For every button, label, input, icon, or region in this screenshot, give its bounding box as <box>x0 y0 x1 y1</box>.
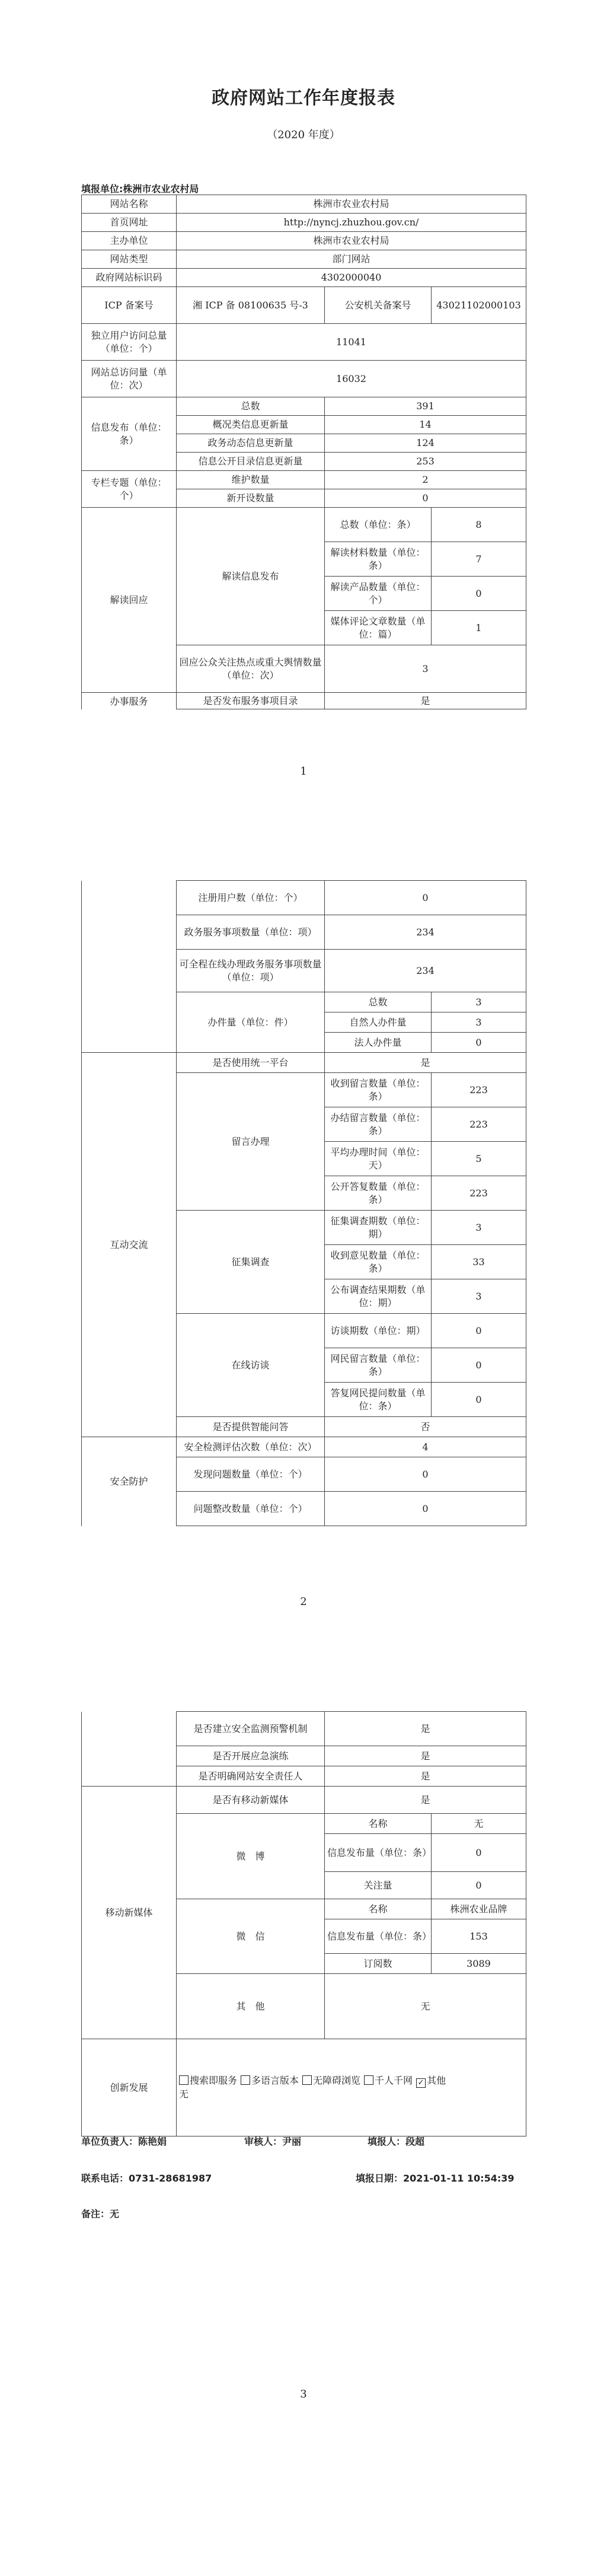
innovation-checkbox-group <box>179 2075 449 2086</box>
cell-value: 43021102000103 <box>432 287 526 324</box>
cell-label: 政务动态信息更新量 <box>177 434 325 453</box>
cell-label: 安全防护 <box>82 1437 177 1526</box>
innovation-option-label: 搜索即服务 <box>190 2075 238 2087</box>
cell-value: http://nyncj.zhuzhou.gov.cn/ <box>177 214 526 232</box>
cell-label: 信息公开目录信息更新量 <box>177 453 325 471</box>
innovation-option <box>364 2074 413 2087</box>
cell-value: 8 <box>432 508 526 542</box>
report-table-page-2 <box>81 880 526 1526</box>
cell-value: 是 <box>325 1746 526 1766</box>
cell-value: 0 <box>432 577 526 611</box>
cell-label: 订阅数 <box>325 1954 432 1974</box>
cell-value: 湘 ICP 备 08100635 号-3 <box>177 287 325 324</box>
cell-label: 办结留言数量（单位：条） <box>325 1107 432 1142</box>
cell-value: 0 <box>432 1314 526 1348</box>
table-row <box>82 471 526 489</box>
cell-label: 主办单位 <box>82 232 177 250</box>
cell-label: 总数 <box>325 992 432 1012</box>
checked-box-icon: ✓ <box>416 2078 426 2088</box>
cell-value: 0 <box>432 1383 526 1417</box>
cell-value: 0 <box>432 1872 526 1899</box>
innovation-option <box>179 2074 237 2087</box>
cell-label: 办件量（单位：件） <box>177 992 325 1053</box>
innovation-option-label: 千人千网 <box>375 2075 413 2087</box>
cell-value: 391 <box>325 397 526 416</box>
cell-label: 网站名称 <box>82 195 177 214</box>
page-number: 2 <box>300 1596 307 1608</box>
cell-label: 信息发布量（单位：条） <box>325 1919 432 1954</box>
cell-label: 解读信息发布 <box>177 508 325 645</box>
cell-label: 政务服务事项数量（单位：项） <box>177 915 325 950</box>
cell-value: 234 <box>325 915 526 950</box>
table-row <box>82 324 526 361</box>
cell-value: 是 <box>325 1766 526 1787</box>
cell-label: 是否开展应急演练 <box>177 1746 325 1766</box>
cell-value: 253 <box>325 453 526 471</box>
cell-value: 3 <box>432 1211 526 1245</box>
cell-label: 网站类型 <box>82 250 177 269</box>
cell-label: 微 博 <box>177 1814 325 1899</box>
cell-label: 维护数量 <box>177 471 325 489</box>
cell-value: 0 <box>325 1492 526 1526</box>
table-row <box>82 397 526 416</box>
cell-value: 是 <box>325 1787 526 1814</box>
cell-label: 是否发布服务事项目录 <box>177 693 325 709</box>
cell-value: 0 <box>325 489 526 508</box>
cell-value: 0 <box>325 1457 526 1492</box>
cell-value: 234 <box>325 950 526 992</box>
page-number: 3 <box>300 2388 307 2400</box>
cell-value: 株洲市农业农村局 <box>177 232 526 250</box>
cell-value: 1 <box>432 611 526 645</box>
cell-label: 平均办理时间（单位：天） <box>325 1142 432 1176</box>
cell-label: 名称 <box>325 1814 432 1834</box>
cell-value: 是 <box>325 1712 526 1746</box>
cell-label: 征集调查期数（单位：期） <box>325 1211 432 1245</box>
cell-label: 回应公众关注热点或重大舆情数量（单位：次） <box>177 645 325 693</box>
filler: 填报人：段超 <box>368 2136 425 2147</box>
cell-value: 3089 <box>432 1954 526 1974</box>
cell-value: 33 <box>432 1245 526 1279</box>
cell-label: 总数（单位：条） <box>325 508 432 542</box>
cell-value: 3 <box>432 1279 526 1314</box>
cell-value: 11041 <box>177 324 526 361</box>
cell-value: 否 <box>325 1417 526 1437</box>
checkbox-icon <box>241 2075 250 2085</box>
table-row <box>82 1437 526 1457</box>
reviewer: 审核人：尹丽 <box>244 2136 302 2147</box>
table-row <box>82 693 526 709</box>
cell-label: 信息发布（单位：条） <box>82 397 177 471</box>
table-row <box>82 214 526 232</box>
cell-label: 收到意见数量（单位：条） <box>325 1245 432 1279</box>
contact-phone: 联系电话：0731-28681987 <box>81 2173 212 2184</box>
cell-value: 无 <box>432 1814 526 1834</box>
cell-label: 专栏专题（单位：个） <box>82 471 177 508</box>
page-number: 1 <box>300 765 307 778</box>
cell-label: 是否使用统一平台 <box>177 1053 325 1073</box>
cell-label: 解读回应 <box>82 508 177 693</box>
table-row <box>82 1712 526 1746</box>
cell-label: 留言办理 <box>177 1073 325 1211</box>
report-table-page-1 <box>81 195 526 709</box>
unit-owner: 单位负责人：陈艳娟 <box>81 2136 167 2147</box>
cell-label: 法人办件量 <box>325 1033 432 1053</box>
cell-empty <box>82 881 177 1053</box>
cell-value: 0 <box>432 1033 526 1053</box>
cell-value: 223 <box>432 1107 526 1142</box>
cell-label: 微 信 <box>177 1899 325 1974</box>
table-row <box>82 881 526 915</box>
cell-label: 解读产品数量（单位：个） <box>325 577 432 611</box>
table-row <box>82 1053 526 1073</box>
table-row <box>82 361 526 397</box>
innovation-options <box>177 2039 526 2136</box>
cell-label: 答复网民提问数量（单位：条） <box>325 1383 432 1417</box>
cell-value: 4302000040 <box>177 269 526 287</box>
innovation-other-text: 无 <box>179 2088 189 2100</box>
cell-label: 是否提供智能问答 <box>177 1417 325 1437</box>
innovation-option-label: 无障碍浏览 <box>313 2075 361 2087</box>
cell-value: 223 <box>432 1073 526 1107</box>
cell-label: 自然人办件量 <box>325 1012 432 1033</box>
cell-value: 是 <box>325 1053 526 1073</box>
innovation-option <box>241 2074 299 2087</box>
cell-label: 是否明确网站安全责任人 <box>177 1766 325 1787</box>
cell-label: 新开设数量 <box>177 489 325 508</box>
cell-value: 4 <box>325 1437 526 1457</box>
cell-value: 2 <box>325 471 526 489</box>
table-row <box>82 232 526 250</box>
table-row <box>82 269 526 287</box>
innovation-option <box>302 2074 360 2087</box>
cell-label: 可全程在线办理政务服务事项数量（单位：项） <box>177 950 325 992</box>
fill-date: 填报日期：2021-01-11 10:54:39 <box>356 2173 515 2184</box>
cell-label: 媒体评论文章数量（单位：篇） <box>325 611 432 645</box>
cell-label: 在线访谈 <box>177 1314 325 1417</box>
cell-label: ICP 备案号 <box>82 287 177 324</box>
cell-label: 移动新媒体 <box>82 1787 177 2039</box>
cell-label: 公布调查结果期数（单位：期） <box>325 1279 432 1314</box>
table-row <box>82 508 526 542</box>
checkbox-icon <box>364 2075 373 2085</box>
cell-label: 名称 <box>325 1899 432 1919</box>
cell-value: 3 <box>432 992 526 1012</box>
cell-label: 公安机关备案号 <box>325 287 432 324</box>
cell-label: 办事服务 <box>82 693 177 709</box>
cell-label: 问题整改数量（单位：个） <box>177 1492 325 1526</box>
cell-label: 公开答复数量（单位：条） <box>325 1176 432 1211</box>
cell-label: 首页网址 <box>82 214 177 232</box>
cell-label: 总数 <box>177 397 325 416</box>
table-row <box>82 1787 526 1814</box>
cell-value: 14 <box>325 416 526 434</box>
remarks: 备注：无 <box>81 2208 120 2220</box>
cell-label: 网站总访问量（单位：次） <box>82 361 177 397</box>
cell-label: 收到留言数量（单位：条） <box>325 1073 432 1107</box>
cell-label: 互动交流 <box>82 1053 177 1437</box>
cell-label: 访谈期数（单位：期） <box>325 1314 432 1348</box>
cell-value: 株洲市农业农村局 <box>177 195 526 214</box>
cell-label: 信息发布量（单位：条） <box>325 1834 432 1872</box>
report-table-page-3 <box>81 1711 526 2136</box>
cell-label: 政府网站标识码 <box>82 269 177 287</box>
cell-label: 征集调查 <box>177 1211 325 1314</box>
cell-value: 0 <box>325 881 526 915</box>
reporting-unit: 填报单位:株洲市农业农村局 <box>81 183 199 195</box>
cell-label: 解读材料数量（单位：条） <box>325 542 432 577</box>
table-row <box>82 250 526 269</box>
cell-value: 3 <box>325 645 526 693</box>
cell-label: 是否有移动新媒体 <box>177 1787 325 1814</box>
cell-label: 创新发展 <box>82 2039 177 2136</box>
cell-value: 无 <box>325 1974 526 2039</box>
cell-label: 注册用户数（单位：个） <box>177 881 325 915</box>
checkbox-icon <box>179 2075 189 2085</box>
cell-value: 是 <box>325 693 526 709</box>
cell-value: 124 <box>325 434 526 453</box>
cell-value: 16032 <box>177 361 526 397</box>
cell-value: 部门网站 <box>177 250 526 269</box>
table-row <box>82 2039 526 2136</box>
report-title: 政府网站工作年度报表 <box>212 88 395 109</box>
cell-value: 3 <box>432 1012 526 1033</box>
table-row <box>82 195 526 214</box>
cell-label: 独立用户访问总量（单位：个） <box>82 324 177 361</box>
cell-value: 153 <box>432 1919 526 1954</box>
cell-empty <box>82 1712 177 1787</box>
cell-label: 安全检测评估次数（单位：次） <box>177 1437 325 1457</box>
innovation-option-label: 多语言版本 <box>251 2075 299 2087</box>
cell-value: 0 <box>432 1348 526 1383</box>
innovation-option-label: 其他 <box>427 2075 446 2087</box>
cell-label: 网民留言数量（单位：条） <box>325 1348 432 1383</box>
checkbox-icon <box>302 2075 312 2085</box>
cell-label: 关注量 <box>325 1872 432 1899</box>
cell-value: 223 <box>432 1176 526 1211</box>
innovation-option <box>416 2074 446 2088</box>
cell-label: 是否建立安全监测预警机制 <box>177 1712 325 1746</box>
cell-value: 5 <box>432 1142 526 1176</box>
cell-label: 发现问题数量（单位：个） <box>177 1457 325 1492</box>
table-row <box>82 287 526 324</box>
cell-label: 概况类信息更新量 <box>177 416 325 434</box>
cell-label: 其 他 <box>177 1974 325 2039</box>
report-year: （2020 年度） <box>267 129 340 141</box>
cell-value: 7 <box>432 542 526 577</box>
cell-value: 0 <box>432 1834 526 1872</box>
cell-value: 株洲农业品牌 <box>432 1899 526 1919</box>
